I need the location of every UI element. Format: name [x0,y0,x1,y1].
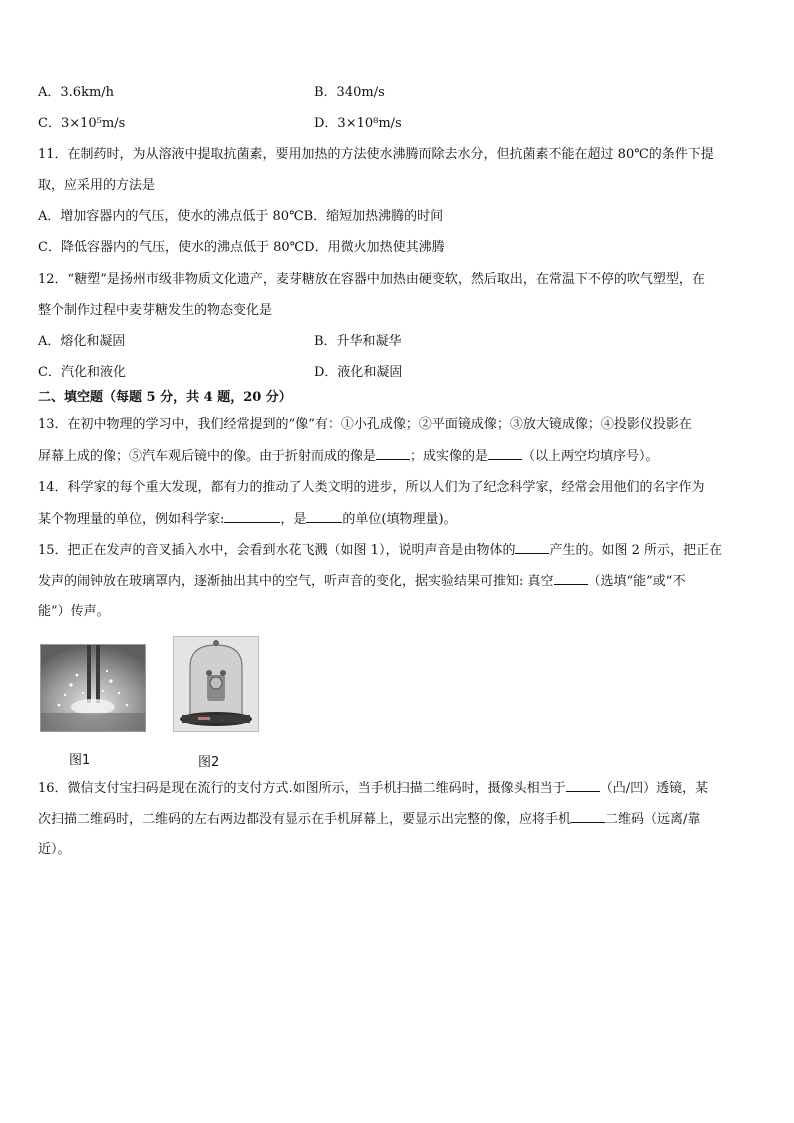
q14-blank-2 [306,510,342,523]
q16-text-1a: 16．微信支付宝扫码是现在流行的支付方式.如图所示，当手机扫描二维码时，摄像头相当于 [38,781,566,796]
q12-line1: 12．“糖塑”是扬州市级非物质文化遗产，麦芽糖放在容器中加热由硬变软，然后取出，在常温下不停的吹气塑型，在 [38,272,705,287]
q12-option-b: B．升华和凝华 [314,334,402,349]
q10-option-c: C．3×10⁵m/s [38,116,126,131]
figure-1-caption: 图1 [69,753,91,768]
q13-blank-2 [488,447,522,460]
q15-line2 [38,572,758,591]
q16-line1 [38,779,758,798]
q15-blank-2 [554,572,588,585]
q11-line1: 11．在制药时，为从溶液中提取抗菌素，要用加热的方法使水沸腾而除去水分，但抗菌素不能在超过 80℃的条件下提 [38,147,714,162]
q14-line2 [38,510,758,529]
q13-text-b: ；成实像的是 [410,449,489,464]
q13-text-c: （以上两空均填序号）。 [522,449,659,464]
q16-text-1b: （凸/凹）透镜，某 [599,781,709,796]
q12-option-d: D．液化和凝固 [314,365,403,380]
figure-1-image [40,644,146,732]
q12-line2: 整个制作过程中麦芽糖发生的物态变化是 [38,303,273,318]
q16-blank-2 [571,810,605,823]
q16-line3: 近）。 [38,842,71,857]
q14-blank-1 [224,510,280,523]
q10-option-d: D．3×10⁸m/s [314,116,402,131]
q13-line1: 13．在初中物理的学习中，我们经常提到的“像”有：①小孔成像；②平面镜成像；③放大镜成像；④投影仪投影在 [38,417,692,432]
bell-jar-alarm-clock-illustration [174,637,258,731]
tuning-fork-splash-illustration [41,645,145,731]
q16-text-2a: 次扫描二维码时，二维码的左右两边都没有显示在手机屏幕上，要显示出完整的像，应将手机 [38,812,572,827]
q14-line1: 14．科学家的每个重大发现，都有力的推动了人类文明的进步，所以人们为了纪念科学家，经常会用他们的名字作为 [38,480,705,495]
q16-blank-1 [566,779,600,792]
q13-blank-1 [376,447,410,460]
q11-options-ab: A．增加容器内的气压，使水的沸点低于 80℃B．缩短加热沸腾的时间 [38,209,444,224]
q12-option-a: A．熔化和凝固 [38,334,126,349]
section-heading: 二、填空题（每题 5 分，共 4 题，20 分） [38,390,292,405]
q15-text-1b: 产生的。如图 2 所示，把正在 [549,543,722,558]
q15-line1 [38,541,758,560]
figure-2-caption: 图2 [198,755,220,770]
q15-line3: 能”）传声。 [38,604,110,619]
q15-blank-1 [515,541,549,554]
q15-text-1a: 15．把正在发声的音叉插入水中，会看到水花飞溅（如图 1），说明声音是由物体的 [38,543,516,558]
q13-text-a: 屏幕上成的像；⑤汽车观后镜中的像。由于折射而成的像是 [38,449,377,464]
q15-text-2b: （选填“能”或“不 [587,574,686,589]
q16-text-2b: 二维码（远离/靠 [605,812,701,827]
q15-text-2a: 发声的闹钟放在玻璃罩内，逐渐抽出其中的空气，听声音的变化，据实验结果可推知: 真空 [38,574,554,589]
q13-line2 [38,447,758,466]
q11-line2: 取，应采用的方法是 [38,178,156,193]
q11-options-cd: C．降低容器内的气压，使水的沸点低于 80℃D．用微火加热使其沸腾 [38,240,445,255]
q16-line2 [38,810,758,829]
q10-option-b: B．340m/s [314,85,385,100]
q14-text-b: ，是 [280,512,307,527]
q12-option-c: C．汽化和液化 [38,365,126,380]
q14-text-a: 某个物理量的单位，例如科学家: [38,512,225,527]
q10-option-a: A．3.6km/h [38,85,115,100]
figure-2-image [173,636,259,732]
q14-text-c: 的单位(填物理量)。 [342,512,457,527]
